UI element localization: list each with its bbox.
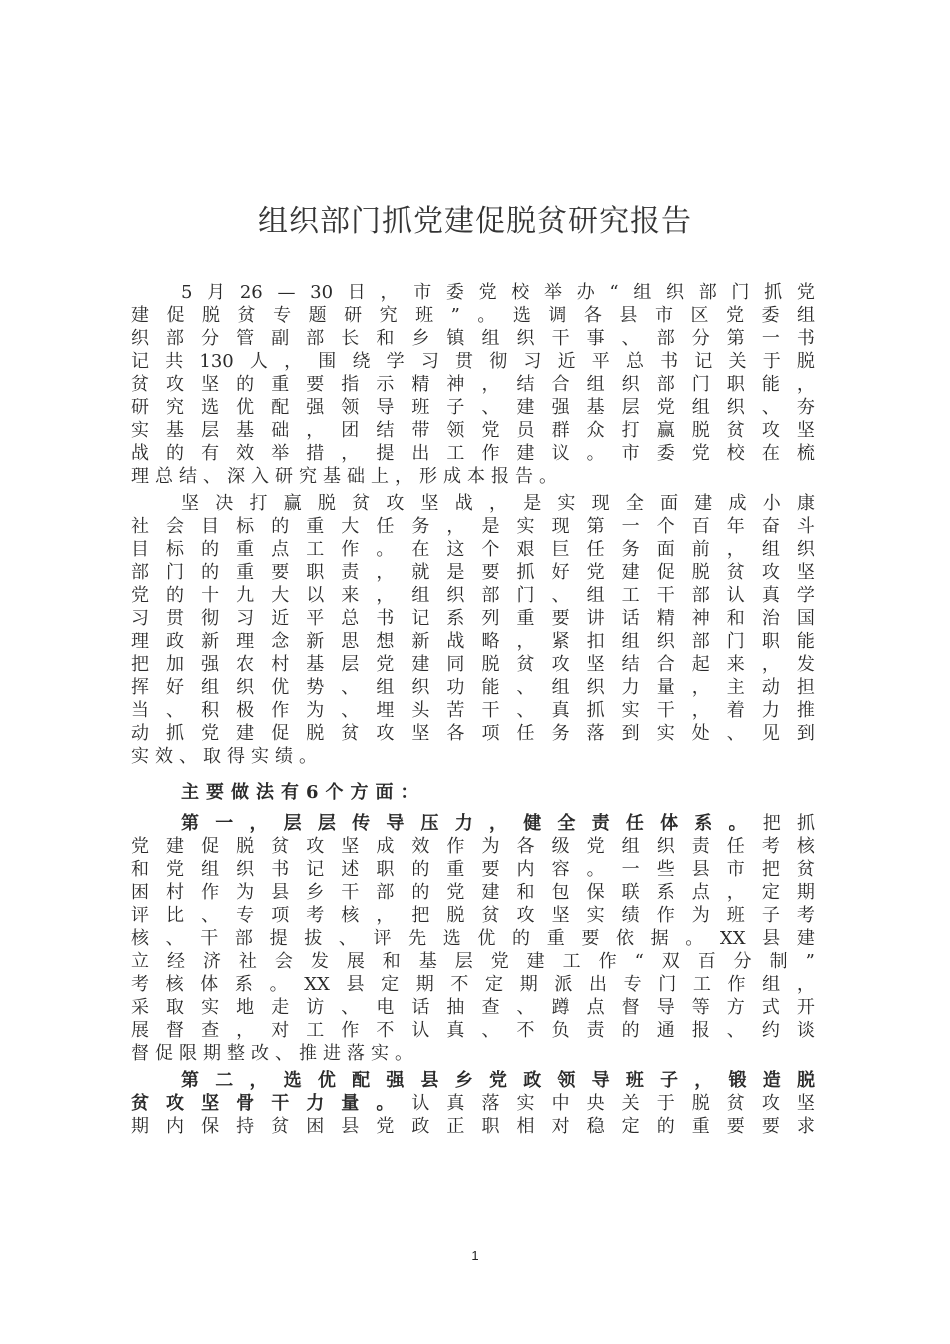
text-line: 习 贯 彻 习 近 平 总 书 记 系 列 重 要 讲 话 精 神 和 治 国 <box>131 608 815 629</box>
text-line: 部 门 的 重 要 职 责 ， 就 是 要 抓 好 党 建 促 脱 贫 攻 坚 <box>131 562 815 583</box>
document-title: 组织部门抓党建促脱贫研究报告 <box>258 204 692 239</box>
text-line: 5 月 26 — 30 日 ， 市 委 党 校 举 办 “ 组 织 部 门 抓 党 <box>181 282 815 303</box>
text-line: 核 、 干 部 提 拔 、 评 先 选 优 的 重 要 依 据 。 XX 县 建 <box>131 928 815 949</box>
text-line: 目 标 的 重 点 工 作 。 在 这 个 艰 巨 任 务 面 前 ， 组 织 <box>131 539 815 560</box>
text-line: 实 基 层 基 础 ， 团 结 带 领 党 员 群 众 打 赢 脱 贫 攻 坚 <box>131 420 815 441</box>
text-line: 建 促 脱 贫 专 题 研 究 班 ” 。 选 调 各 县 市 区 党 委 组 <box>131 305 815 326</box>
text-line: 贫 攻 坚 的 重 要 指 示 精 神 ， 结 合 组 织 部 门 职 能 ， <box>131 374 815 395</box>
paragraph-section-2 <box>131 1069 815 1138</box>
text-line: 当 、 积 极 作 为 、 埋 头 苦 干 、 真 抓 实 干 ， 着 力 推 <box>131 700 815 721</box>
text-line: 展 督 查 ， 对 工 作 不 认 真 、 不 负 责 的 通 报 、 约 谈 <box>131 1020 815 1041</box>
text-line: 立 经 济 社 会 发 展 和 基 层 党 建 工 作 “ 双 百 分 制 ” <box>131 951 815 972</box>
section-2-lead-line-2: 贫 攻 坚 骨 干 力 量 。 认 真 落 实 中 央 关 于 脱 贫 攻 坚 <box>131 1093 815 1114</box>
text-line: 研 究 选 优 配 强 领 导 班 子 、 建 强 基 层 党 组 织 、 夯 <box>131 397 815 418</box>
section-heading: 主要做法有6个方面： <box>181 782 426 803</box>
page-number: 1 <box>471 1248 479 1263</box>
text-line: 和 党 组 织 书 记 述 职 的 重 要 内 容 。 一 些 县 市 把 贫 <box>131 859 815 880</box>
text-line: 理 政 新 理 念 新 思 想 新 战 略 ， 紧 扣 组 织 部 门 职 能 <box>131 631 815 652</box>
line-text: 实效、取得实绩。 <box>131 746 323 767</box>
text-line: 把 加 强 农 村 基 层 党 建 同 脱 贫 攻 坚 结 合 起 来 ， 发 <box>131 654 815 675</box>
text-line: 评 比 、 专 项 考 核 ， 把 脱 贫 攻 坚 实 绩 作 为 班 子 考 <box>131 905 815 926</box>
text-line: 记 共 130 人 ， 围 绕 学 习 贯 彻 习 近 平 总 书 记 关 于 脱 <box>131 351 815 372</box>
line-text: 理总结、深入研究基础上，形成本报告。 <box>131 466 563 487</box>
text-line: 社 会 目 标 的 重 大 任 务 ， 是 实 现 第 一 个 百 年 奋 斗 <box>131 516 815 537</box>
paragraph-section-1 <box>131 812 815 1065</box>
text-line: 考 核 体 系 。 XX 县 定 期 不 定 期 派 出 专 门 工 作 组 ， <box>131 974 815 995</box>
document-body <box>131 281 815 1142</box>
paragraph-intro <box>131 281 815 488</box>
paragraph-context <box>131 492 815 768</box>
section-1-lead-line: 第 一 ， 层 层 传 导 压 力 ， 健 全 责 任 体 系 。 把 抓 <box>181 813 815 834</box>
text-line: 采 取 实 地 走 访 、 电 话 抽 查 、 蹲 点 督 导 等 方 式 开 <box>131 997 815 1018</box>
text-line <box>131 465 815 488</box>
text-line: 挥 好 组 织 优 势 、 组 织 功 能 、 组 织 力 量 ， 主 动 担 <box>131 677 815 698</box>
section-2-lead-line: 第 二 ， 选 优 配 强 县 乡 党 政 领 导 班 子 ， 锻 造 脱 <box>181 1070 815 1091</box>
text-line: 党 建 促 脱 贫 攻 坚 成 效 作 为 各 级 党 组 织 责 任 考 核 <box>131 836 815 857</box>
text-line: 织 部 分 管 副 部 长 和 乡 镇 组 织 干 事 、 部 分 第 一 书 <box>131 328 815 349</box>
text-line <box>131 1042 815 1065</box>
text-line: 期 内 保 持 贫 困 县 党 政 正 职 相 对 稳 定 的 重 要 要 求 <box>131 1116 815 1137</box>
text-line: 党 的 十 九 大 以 来 ， 组 织 部 门 、 组 工 干 部 认 真 学 <box>131 585 815 606</box>
line-text: 督促限期整改、推进落实。 <box>131 1043 419 1064</box>
text-line: 坚 决 打 赢 脱 贫 攻 坚 战 ， 是 实 现 全 面 建 成 小 康 <box>181 493 815 514</box>
text-line: 动 抓 党 建 促 脱 贫 攻 坚 各 项 任 务 落 到 实 处 、 见 到 <box>131 723 815 744</box>
text-line: 战 的 有 效 举 措 ， 提 出 工 作 建 议 。 市 委 党 校 在 梳 <box>131 443 815 464</box>
text-line <box>131 745 815 768</box>
text-line: 困 村 作 为 县 乡 干 部 的 党 建 和 包 保 联 系 点 ， 定 期 <box>131 882 815 903</box>
